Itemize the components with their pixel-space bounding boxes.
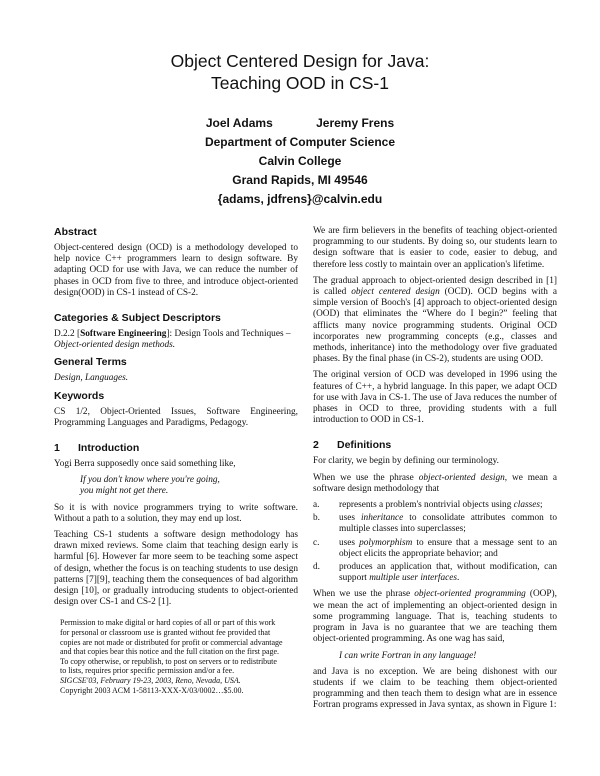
institution: Calvin College [258,154,342,168]
right-p3: The original version of OCD was developed in 1996 using the features of C++, a hybrid language. In this paper, we adapt OCD for use with Java in CS-1. The use of Java reduces the number of phases in OCD to three, providing students with a full introduction to OOD in CS-1. [313,370,557,426]
emails: {adams, jdfrens}@calvin.edu [217,192,383,206]
text-run: uses [339,513,361,524]
text-run: The gradual approach to object-oriented design described in [1] is called [313,275,557,298]
copyright-line: copies are not made or distributed for profit or commercial advantage [60,637,283,647]
right-p2 [313,276,557,366]
list-item [313,562,557,584]
introduction-heading [54,442,298,455]
text-run: represents a problem's nontrivial objects using [339,500,514,511]
list-marker: d. [313,562,320,573]
text-run: produces an application that, without modification, can support [339,562,557,584]
text-run: . [457,573,460,584]
text-run: ; [540,500,543,511]
copyright-line: Copyright 2003 ACM 1-58113-XXX-X/03/0002…$5.00. [60,685,244,695]
text-run-italic: object centered design [351,287,440,298]
list-marker: b. [313,513,320,524]
text-run-italic: multiple user interfaces [369,573,458,584]
copyright-line: to lists, requires prior specific permission and/or a fee. [60,666,235,676]
title-line-1: Object Centered Design for Java: [170,51,430,71]
copyright-line: for personal or classroom use is granted without fee provided that [60,628,271,638]
definition-list [313,500,557,584]
list-item [313,513,557,535]
abstract-text: Object-centered design (OCD) is a methodology developed to help novice C++ programmers learn to design software. By adapting OCD for use with Java, we can reduce the number of phases in OCD from five to three, and introduce object-oriented design(OOD) in CS-1 instead of CS-2. [54,243,298,298]
author-block [0,114,600,209]
conference-line: SIGCSE'03, February 19-23, 2003, Reno, Nevada, USA. [60,676,241,686]
list-text [339,562,557,584]
text-run-italic: object-oriented programming [414,589,526,600]
keywords-text: CS 1/2, Object-Oriented Issues, Software Engineering, Programming Languages and Paradigms, Pedagogy. [54,406,298,428]
intro-p1: Yogi Berra supposedly once said something like, [54,459,236,470]
def-p4: and Java is no exception. We are being dishonest with our students if we claim to be teaching them object-oriented programming and then teach them to design what are in essence Fortran programs expressed in Java syntax, as shown in Figure 1: [313,666,557,711]
right-p1: We are firm believers in the benefits of teaching object-oriented programming to our students. By doing so, our students learn to design software that is easier to code, easier to debug, and therefore less costly to maintain over an application's lifetime. [313,226,557,270]
city: Grand Rapids, MI 49546 [232,173,368,187]
copyright-line: To copy otherwise, or republish, to post on servers or to redistribute [60,656,277,666]
text-run-italic: polymorphism [359,537,413,548]
fortran-quote: I can write Fortran in any language! [339,650,477,661]
text-run: When we use the phrase [313,589,415,600]
text-run-italic: classes [513,500,541,511]
copyright-line: Permission to make digital or hard copies of all or part of this work [60,618,276,628]
author-1: Joel Adams [205,116,273,130]
department: Department of Computer Science [204,135,396,149]
intro-p3: Teaching CS-1 students a software design methodology has drawn mixed reviews. Some claim that teaching design early is harmful [6]. However far more seem to be teaching some aspect of design, whether the focus is on teaching students to use design patterns [7][9], teaching them the consequences of bad algorithm design [10], or gradually introducing students to object-oriented design over CS-1 and CS-2 [1]. [54,530,298,608]
list-item [313,500,557,511]
section-title: Introduction [78,442,140,455]
paper-header [0,50,600,209]
categories-text [54,329,298,351]
list-text [339,513,557,535]
text-run: uses [339,537,360,548]
list-text [339,500,543,511]
keywords-heading: Keywords [54,389,105,402]
text-run: (OCD). OCD begins with a simple version of Booch's [4] approach to object-oriented design (OOD) that eliminates the “Where do I begin?” feeling that afflicts many novice programming students. Original OCD incorporates new programming concepts (e.g., classes and methods, inheritance) into the methodology over five graduated phases. By the final phase (in CS-2), students are using OOD. [313,287,558,365]
def-p3 [313,589,557,645]
text-run: to ensure that a message sent to an object elicits the appropriate behavior; and [339,537,557,559]
section-title: Definitions [337,439,392,452]
def-p1: For clarity, we begin by defining our terminology. [313,456,499,467]
categories-italic: Object-oriented design methods. [54,340,176,351]
right-column [313,226,557,717]
text-run: When we use the phrase [313,472,419,483]
categories-rest: ]: Design Tools and Techniques – [166,329,291,340]
paper-title [0,50,600,94]
categories-code: D.2.2 [ [54,329,81,340]
abstract-heading: Abstract [54,226,97,238]
general-terms-heading: General Terms [54,356,127,369]
author-2: Jeremy Frens [316,116,395,130]
left-column [54,226,298,695]
text-run: to consolidate attributes common to multiple classes into superclasses; [339,513,557,535]
copyright-line: and that copies bear this notice and the full citation on the first page. [60,647,280,657]
list-text [339,538,557,560]
text-run: , we mean a software design methodology that [313,472,558,494]
text-run-italic: inheritance [360,513,404,524]
list-marker: c. [313,537,320,548]
list-marker: a. [313,500,320,511]
section-number: 2 [313,439,319,452]
categories-heading: Categories & Subject Descriptors [54,312,221,325]
list-item [313,538,557,560]
berra-quote [80,475,298,497]
text-run-italic: object-oriented design [418,472,505,483]
def-p2 [313,473,557,495]
definitions-heading [313,439,557,452]
categories-bold: Software Engineering [80,329,167,340]
quote-line-2: you might not get there. [80,486,169,497]
quote-line-1: If you don't know where you're going, [80,475,220,486]
title-line-2: Teaching OOD in CS-1 [211,73,389,93]
section-number: 1 [54,442,60,455]
general-terms-text: Design, Languages. [54,373,129,384]
copyright-notice [54,618,298,695]
text-run: (OOP), we mean the act of implementing an object-oriented design in some programming language. That is, teaching students to program in Java is no guarantee that we are teaching them object-oriented programming. As one wag has said, [313,589,557,645]
intro-p2: So it is with novice programmers trying to write software. Without a path to a solution, they may end up lost. [54,502,298,524]
